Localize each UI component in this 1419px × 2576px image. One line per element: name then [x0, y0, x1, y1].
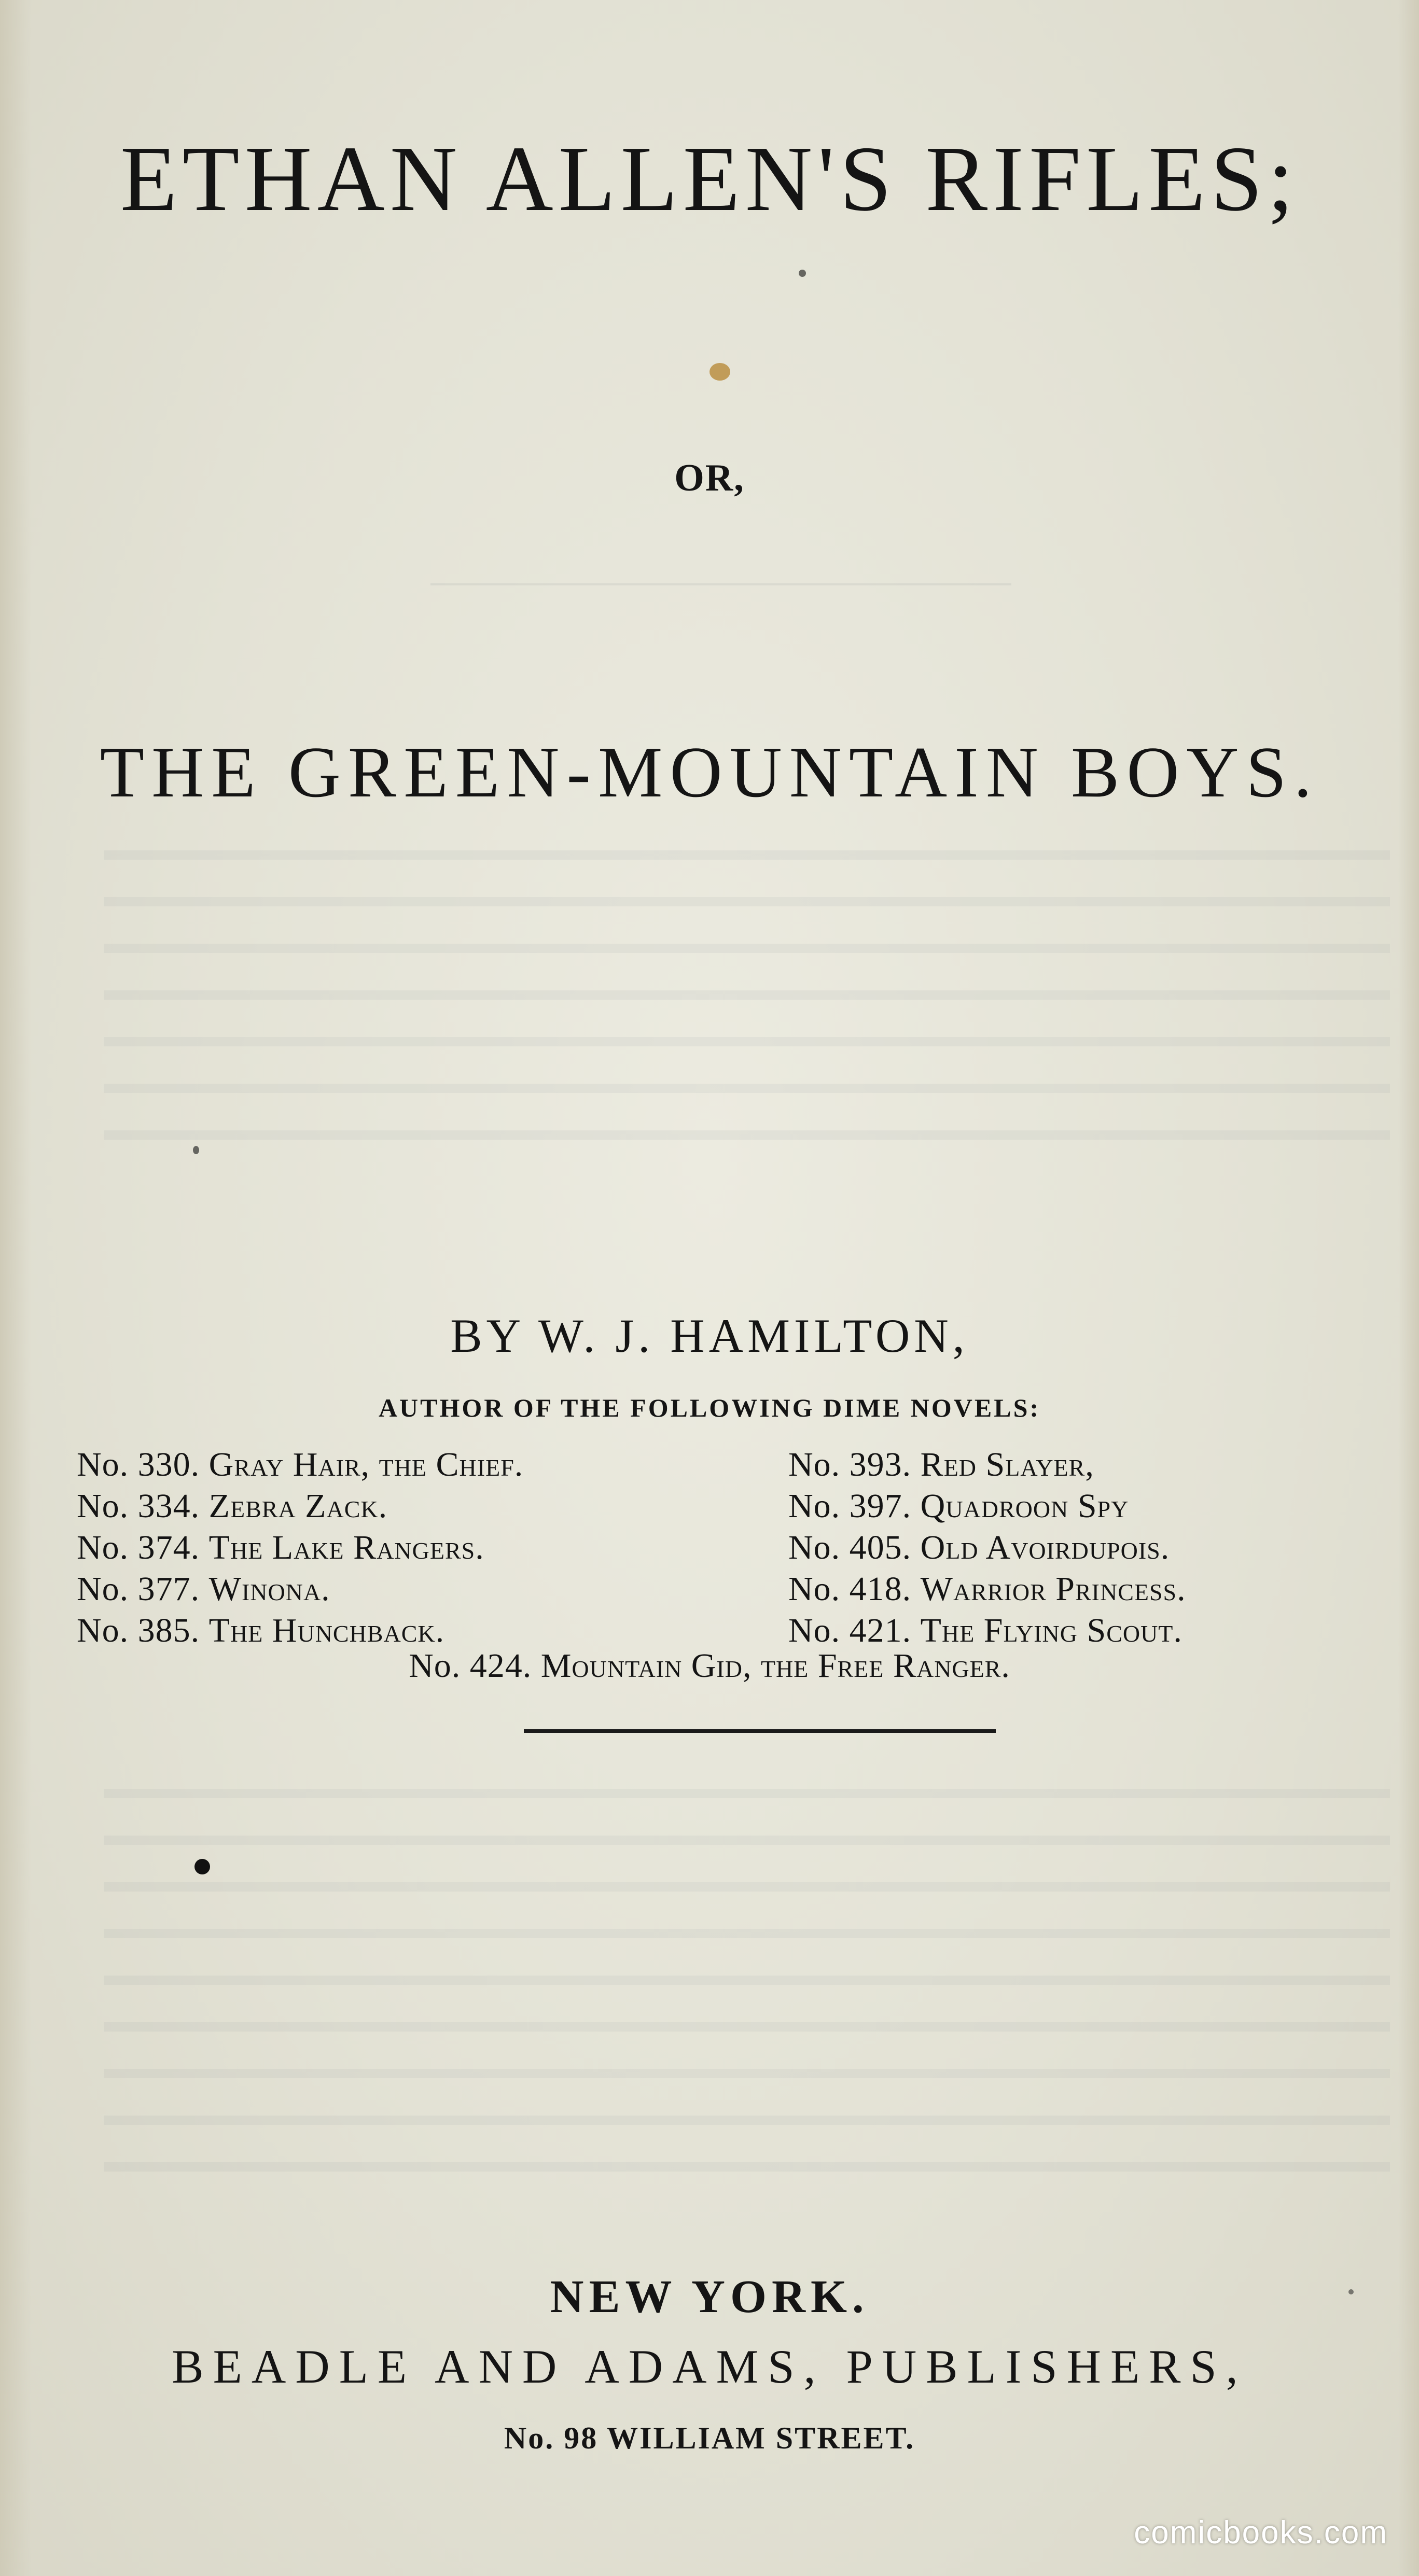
novel-name: The Lake Rangers.	[208, 1529, 484, 1566]
novel-entry	[788, 1610, 1182, 1651]
bleed-through-line	[104, 850, 1390, 860]
novel-number: No. 405.	[788, 1529, 912, 1566]
novel-entry-final	[0, 1649, 1419, 1683]
bleed-through-line	[104, 944, 1390, 953]
ink-speck	[194, 1859, 210, 1874]
novel-name: Mountain Gid, the Free Ranger.	[540, 1647, 1010, 1685]
bleed-through-line	[104, 2069, 1390, 2078]
ink-speck	[799, 270, 806, 277]
novel-number: No. 393.	[788, 1446, 912, 1483]
novel-row	[77, 1610, 1394, 1651]
imprint-address: No. 98 WILLIAM STREET.	[504, 2421, 915, 2455]
bleed-through-line	[104, 1882, 1390, 1892]
page-edge-left	[0, 0, 31, 2576]
novel-entry	[77, 1569, 330, 1610]
novel-name: Old Avoirdupois.	[920, 1529, 1170, 1566]
novel-entry	[77, 1486, 387, 1527]
author-byline: BY W. J. HAMILTON,	[450, 1309, 969, 1362]
title-connector: OR,	[674, 457, 745, 499]
imprint-publisher: BEADLE AND ADAMS, PUBLISHERS,	[172, 2340, 1247, 2393]
bleed-through-line	[104, 2162, 1390, 2172]
novel-entry	[77, 1444, 523, 1486]
bleed-through-rule	[430, 583, 1011, 585]
novel-number: No. 334.	[77, 1487, 200, 1525]
bleed-through-line	[104, 2116, 1390, 2125]
novel-name: Red Slayer,	[920, 1446, 1094, 1483]
novel-row	[77, 1486, 1394, 1527]
novel-entry	[788, 1486, 1129, 1527]
bleed-through-line	[104, 1037, 1390, 1046]
bleed-through-line	[104, 1084, 1390, 1093]
novel-row	[77, 1527, 1394, 1569]
novel-row	[77, 1569, 1394, 1610]
paper-stain	[710, 363, 730, 381]
novel-name: The Flying Scout.	[920, 1612, 1182, 1649]
bleed-through-line	[104, 1976, 1390, 1985]
novel-entry	[788, 1527, 1170, 1569]
novel-number: No. 418.	[788, 1570, 912, 1608]
novel-list	[77, 1444, 1394, 1651]
ink-speck	[1348, 2289, 1354, 2294]
novel-row	[77, 1444, 1394, 1486]
novel-name: Gray Hair, the Chief.	[208, 1446, 524, 1483]
page-edge-right	[1398, 0, 1419, 2576]
divider-rule	[524, 1729, 996, 1733]
novel-number: No. 374.	[77, 1529, 200, 1566]
bleed-through-line	[104, 1789, 1390, 1798]
novel-name: Zebra Zack.	[208, 1487, 388, 1525]
novel-number: No. 421.	[788, 1612, 912, 1649]
imprint-city: NEW YORK.	[550, 2271, 869, 2322]
novel-name: Warrior Princess.	[920, 1570, 1186, 1608]
novel-number: No. 385.	[77, 1612, 200, 1649]
novel-name: Quadroon Spy	[920, 1487, 1129, 1525]
bleed-through-line	[104, 897, 1390, 906]
novel-name: The Hunchback.	[208, 1612, 445, 1649]
author-note: AUTHOR OF THE FOLLOWING DIME NOVELS:	[378, 1393, 1041, 1422]
novel-entry	[788, 1569, 1186, 1610]
novel-number: No. 330.	[77, 1446, 200, 1483]
novel-entry	[788, 1444, 1094, 1486]
bleed-through-line	[104, 2022, 1390, 2032]
novel-number: No. 377.	[77, 1570, 200, 1608]
book-title: ETHAN ALLEN'S RIFLES;	[120, 127, 1299, 230]
novel-number: No. 424.	[409, 1647, 532, 1685]
bleed-through-line	[104, 1130, 1390, 1140]
novel-number: No. 397.	[788, 1487, 912, 1525]
ink-speck	[193, 1146, 199, 1154]
novel-entry	[77, 1610, 444, 1651]
watermark-text: comicbooks.com	[1134, 2515, 1388, 2551]
novel-entry	[77, 1527, 484, 1569]
bleed-through-line	[104, 1929, 1390, 1938]
book-subtitle: THE GREEN-MOUNTAIN BOYS.	[100, 732, 1319, 813]
novel-name: Winona.	[208, 1570, 330, 1608]
bleed-through-line	[104, 1836, 1390, 1845]
bleed-through-line	[104, 990, 1390, 1000]
